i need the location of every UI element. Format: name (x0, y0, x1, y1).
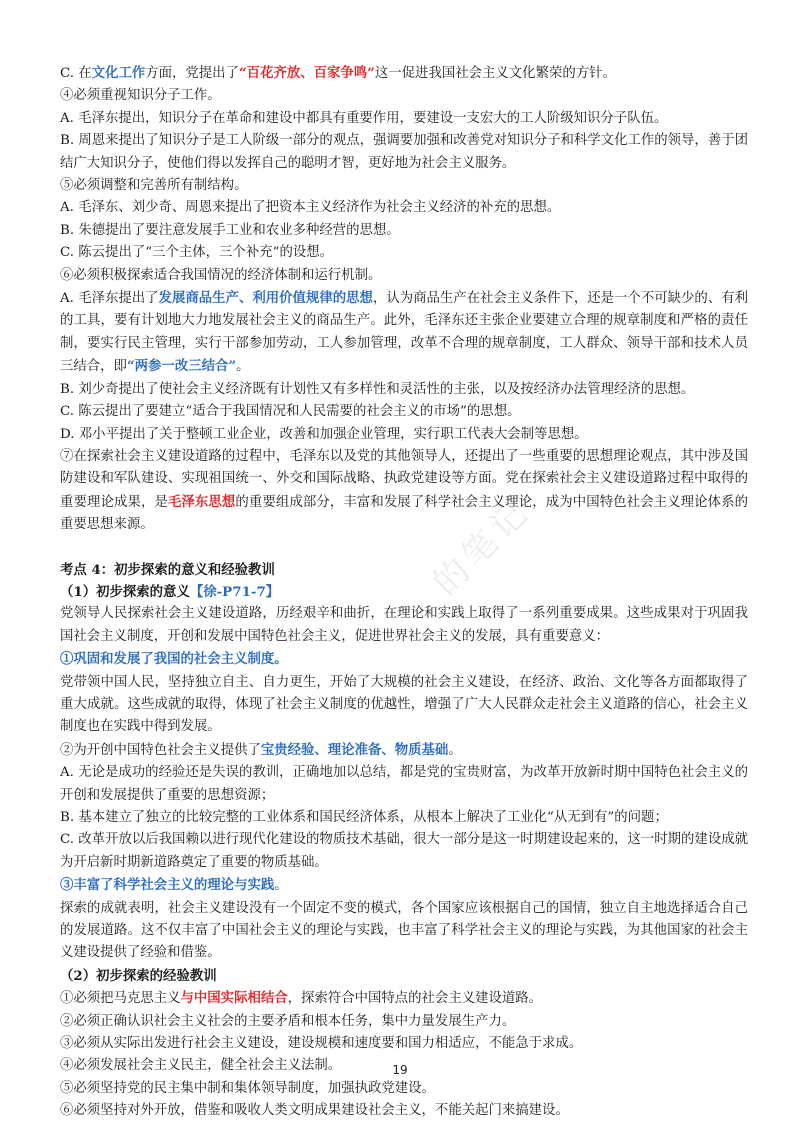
paragraph (60, 1100, 748, 1122)
text-run: A. 毛泽东提出，知识分子在革命和建设中都具有重要作用，要建设一支宏大的工人阶级知识分子队伍。 (60, 110, 668, 126)
paragraph (60, 424, 748, 446)
paragraph (60, 401, 748, 423)
text-run: ⑦在探索社会主义建设道路的过程中，毛泽东以及党的其他领导人，还提出了一些重要的思想理论观点，其中涉及国防建设和军队建设、实现祖国统一、外交和国际战略、执政党建设等方面。党在探索社会主义建设道路过程中取得的重要理论成果，是 (60, 448, 748, 510)
paragraph (60, 130, 748, 175)
highlighted-text: “百花齐放、百家争鸣” (238, 65, 375, 81)
paragraph (60, 648, 748, 671)
text-run: ①必须把马克思主义 (60, 991, 181, 1007)
paragraph (60, 62, 748, 85)
text-run: （2）初步探索的经验教训 (60, 967, 217, 984)
text-run: B. 基本建立了独立的比较完整的工业体系和国民经济体系，从根本上解决了工业化“从无到有”的问题； (60, 810, 668, 825)
paragraph (60, 1078, 748, 1100)
paragraph (60, 739, 748, 762)
paragraph (60, 220, 748, 242)
paragraph (60, 446, 748, 537)
highlighted-text: 毛泽东思想 (167, 493, 236, 510)
paragraph (60, 1033, 748, 1055)
paragraph (60, 175, 748, 197)
text-run: ④必须发展社会主义民主，健全社会主义法制。 (60, 1058, 342, 1074)
text-run: B. 周恩来提出了知识分子是工人阶级一部分的观点，强调要加强和改善党对知识分子和科学文化工作的领导，善于团结广大知识分子，使他们得以发挥自己的聪明才智，更好地为社会主义服务。 (60, 133, 748, 171)
section-heading (60, 559, 748, 581)
text-run: ⑤必须坚持党的民主集中制和集体领导制度，加强执政党建设。 (60, 1080, 435, 1096)
paragraph (60, 197, 748, 219)
watermark: 的笔记 (425, 490, 540, 604)
paragraph (60, 874, 748, 897)
paragraph (60, 242, 748, 264)
text-run: 考点 4：初步探索的意义和经验教训 (60, 561, 275, 578)
highlighted-text: 宝贵经验、理论准备、物质基础 (260, 741, 449, 758)
paragraph (60, 807, 748, 829)
highlighted-text: 文化工作 (91, 65, 146, 81)
text-run: ②为开创中国特色社会主义提供了 (60, 742, 261, 758)
text-run: ③必须从实际出发进行社会主义建设，建设规模和速度要和国力相适应，不能急于求成。 (60, 1036, 583, 1052)
paragraph (60, 108, 748, 130)
section-heading (60, 581, 748, 603)
text-run: 方面，党提出了 (145, 66, 239, 81)
text-run: 这一促进我国社会主义文化繁荣的方针。 (374, 66, 616, 81)
paragraph (60, 987, 748, 1010)
text-run: 的重要组成部分，丰富和发展了科学社会主义理论，成为中国特色社会主义理论体系的重要思想来源。 (60, 494, 749, 533)
text-run: ，认为商品生产在社会主义条件下，还是一个不可缺少的、有利的工具，要有计划地大力地发展社会主义的商品生产。此外，毛泽东还主张企业要建立合理的规章制度和严格的责任制，要实行民主管理，实行干部参加劳动，工人参加管理，改革不合理的规章制度，工人群众、领导干部和技术人员三结合，即 (60, 291, 749, 375)
text-run: ④必须重视知识分子工作。 (60, 88, 221, 104)
section-heading (60, 965, 748, 987)
text-run: ，探索符合中国特点的社会主义建设道路。 (287, 991, 543, 1007)
highlighted-text: ③丰富了科学社会主义的理论与实践 (60, 877, 275, 894)
paragraph (60, 287, 748, 379)
text-run: A. 无论是成功的经验还是失误的教训，正确地加以总结，都是党的宝贵财富，为改革开放新时期中国特色社会主义的开创和发展提供了重要的思想资源； (60, 765, 748, 803)
text-run: D. 邓小平提出了关于整顿工业企业，改善和加强企业管理，实行职工代表大会制等思想。 (60, 426, 588, 442)
text-run: ⑤必须调整和完善所有制结构。 (60, 178, 248, 194)
paragraph (60, 85, 748, 107)
highlighted-text: 发展商品生产、利用价值规律的思想 (158, 290, 373, 307)
text-run: 。 (448, 742, 462, 758)
text-run: ⑥必须坚持对外开放，借鉴和吸收人类文明成果建设社会主义，不能关起门来搞建设。 (60, 1103, 569, 1119)
text-run: A. 毛泽东提出了 (60, 291, 159, 307)
paragraph (60, 265, 748, 287)
text-run: 探索的成就表明，社会主义建设没有一个固定不变的模式，各个国家应该根据自己的国情，独立自主地选择适合自己的发展道路。这不仅丰富了中国社会主义的理论与实践，也丰富了科学社会主义的理论与实践，为其他国家的社会主义建设提供了经验和借鉴。 (60, 900, 748, 961)
text-run: 。 (236, 359, 250, 375)
text-run: C. 陈云提出了“三个主体，三个补充”的设想。 (60, 245, 334, 261)
spacer (60, 537, 748, 559)
paragraph (60, 829, 748, 874)
paragraph (60, 1011, 748, 1033)
highlighted-text: “两参一改三结合” (126, 358, 237, 375)
text-run: 党领导人民探索社会主义建设道路，历经艰辛和曲折，在理论和实践上取得了一系列重要成果。这些成果对于巩固我国社会主义制度，开创和发展中国特色社会主义，促进世界社会主义的发展，具有重要意义： (60, 606, 748, 644)
highlighted-text: 【徐-P71-7】 (189, 583, 280, 600)
text-run: （1）初步探索的意义 (60, 583, 190, 600)
paragraph (60, 672, 748, 739)
text-run: 党带领中国人民，坚持独立自主、自力更生，开始了大规模的社会主义建设，在经济、政治、文化等各方面都取得了重大成就。这些成就的取得，体现了社会主义制度的优越性，增强了广大人民群众走社会主义道路的信心，社会主义制度也在实践中得到发展。 (60, 674, 748, 735)
text-run: B. 朱德提出了要注意发展手工业和农业多种经营的思想。 (60, 222, 400, 238)
text-run: C. 在 (60, 66, 92, 81)
paragraph (60, 379, 748, 401)
text-run: A. 毛泽东、刘少奇、周恩来提出了把资本主义经济作为社会主义经济的补充的思想。 (60, 200, 561, 216)
text-run: ②必须正确认识社会主义社会的主要矛盾和根本任务，集中力量发展生产力。 (60, 1013, 516, 1029)
text-run: C. 陈云提出了要建立“适合于我国情况和人民需要的社会主义的市场”的思想。 (60, 404, 521, 420)
text-run: B. 刘少奇提出了使社会主义经济既有计划性又有多样性和灵活性的主张，以及按经济办法管理经济的思想。 (60, 381, 695, 397)
highlighted-text: ①巩固和发展了我国的社会主义制度。 (60, 651, 288, 668)
paragraph (60, 603, 748, 648)
text-run: ⑥必须积极探索适合我国情况的经济体制和运行机制。 (60, 267, 382, 283)
text-run: 。 (274, 878, 288, 894)
paragraph (60, 898, 748, 965)
highlighted-text: 与中国实际相结合 (180, 990, 288, 1007)
paragraph (60, 762, 748, 807)
document-body (60, 62, 748, 1123)
page-number: 19 (392, 1063, 408, 1077)
text-run: C. 改革开放以后我国赖以进行现代化建设的物质技术基础，很大一部分是这一时期建设起来的，这一时期的建设成就为开启新时期新道路奠定了重要的物质基础。 (60, 832, 748, 870)
